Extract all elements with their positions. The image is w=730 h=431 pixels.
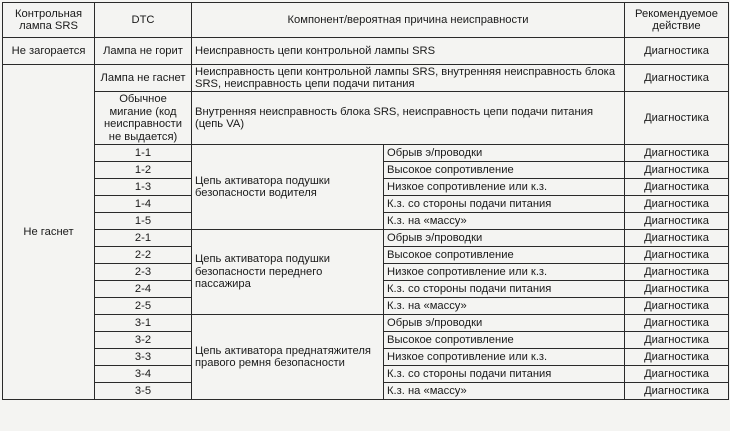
table-row	[3, 65, 729, 92]
fault-cell: К.з. со стороны подачи питания	[384, 196, 625, 213]
action-cell: Диагностика	[625, 281, 729, 298]
fault-cell: К.з. со стороны подачи питания	[384, 281, 625, 298]
fault-cell: Обрыв э/проводки	[384, 315, 625, 332]
fault-cell: К.з. на «массу»	[384, 383, 625, 400]
dtc-code: 1-4	[95, 196, 192, 213]
dtc-code: 3-4	[95, 366, 192, 383]
component-cell: Цепь активатора подушки безопасности водителя	[192, 145, 384, 230]
action-cell: Диагностика	[625, 332, 729, 349]
action-cell: Диагностика	[625, 298, 729, 315]
dtc-cell: Лампа не гаснет	[95, 65, 192, 92]
dtc-code: 2-4	[95, 281, 192, 298]
action-cell: Диагностика	[625, 92, 729, 145]
dtc-code: 1-3	[95, 179, 192, 196]
action-cell: Диагностика	[625, 213, 729, 230]
dtc-code: 1-1	[95, 145, 192, 162]
action-cell: Диагностика	[625, 38, 729, 65]
fault-cell: Низкое сопротивление или к.з.	[384, 349, 625, 366]
action-cell: Диагностика	[625, 264, 729, 281]
fault-cell: К.з. на «массу»	[384, 213, 625, 230]
dtc-code: 2-5	[95, 298, 192, 315]
action-cell: Диагностика	[625, 65, 729, 92]
header-action: Рекомендуемое действие	[625, 3, 729, 38]
dtc-cell: Лампа не горит	[95, 38, 192, 65]
header-lamp: Контрольная лампа SRS	[3, 3, 95, 38]
fault-cell: К.з. со стороны подачи питания	[384, 366, 625, 383]
srs-diagnostic-table	[2, 2, 729, 400]
action-cell: Диагностика	[625, 196, 729, 213]
lamp-state-not-lit: Не загорается	[3, 38, 95, 65]
dtc-code: 3-3	[95, 349, 192, 366]
dtc-code: 1-2	[95, 162, 192, 179]
fault-cell: Обрыв э/проводки	[384, 230, 625, 247]
action-cell: Диагностика	[625, 366, 729, 383]
action-cell: Диагностика	[625, 179, 729, 196]
action-cell: Диагностика	[625, 247, 729, 264]
table-row	[3, 315, 729, 332]
fault-cell: Обрыв э/проводки	[384, 145, 625, 162]
component-cell: Цепь активатора подушки безопасности переднего пассажира	[192, 230, 384, 315]
table-row	[3, 145, 729, 162]
table-row	[3, 92, 729, 145]
header-dtc: DTC	[95, 3, 192, 38]
cause-cell: Внутренняя неисправность блока SRS, неисправность цепи подачи питания (цепь VA)	[192, 92, 625, 145]
cause-cell: Неисправность цепи контрольной лампы SRS	[192, 38, 625, 65]
fault-cell: Высокое сопротивление	[384, 332, 625, 349]
fault-cell: Низкое сопротивление или к.з.	[384, 264, 625, 281]
fault-cell: К.з. на «массу»	[384, 298, 625, 315]
dtc-code: 3-2	[95, 332, 192, 349]
fault-cell: Высокое сопротивление	[384, 162, 625, 179]
action-cell: Диагностика	[625, 315, 729, 332]
dtc-code: 2-1	[95, 230, 192, 247]
fault-cell: Низкое сопротивление или к.з.	[384, 179, 625, 196]
component-cell: Цепь активатора преднатяжителя правого ремня безопасности	[192, 315, 384, 400]
action-cell: Диагностика	[625, 230, 729, 247]
lamp-state-stays-on: Не гаснет	[3, 65, 95, 400]
dtc-code: 3-5	[95, 383, 192, 400]
action-cell: Диагностика	[625, 383, 729, 400]
header-row	[3, 3, 729, 38]
action-cell: Диагностика	[625, 162, 729, 179]
dtc-code: 1-5	[95, 213, 192, 230]
action-cell: Диагностика	[625, 145, 729, 162]
fault-cell: Высокое сопротивление	[384, 247, 625, 264]
dtc-code: 2-3	[95, 264, 192, 281]
dtc-code: 2-2	[95, 247, 192, 264]
dtc-code: 3-1	[95, 315, 192, 332]
action-cell: Диагностика	[625, 349, 729, 366]
cause-cell: Неисправность цепи контрольной лампы SRS, внутренняя неисправность блока SRS, неисправность цепи подачи питания	[192, 65, 625, 92]
table-row	[3, 230, 729, 247]
header-component: Компонент/вероятная причина неисправности	[192, 3, 625, 38]
dtc-cell: Обычное мигание (код неисправности не выдается)	[95, 92, 192, 145]
table-row	[3, 38, 729, 65]
